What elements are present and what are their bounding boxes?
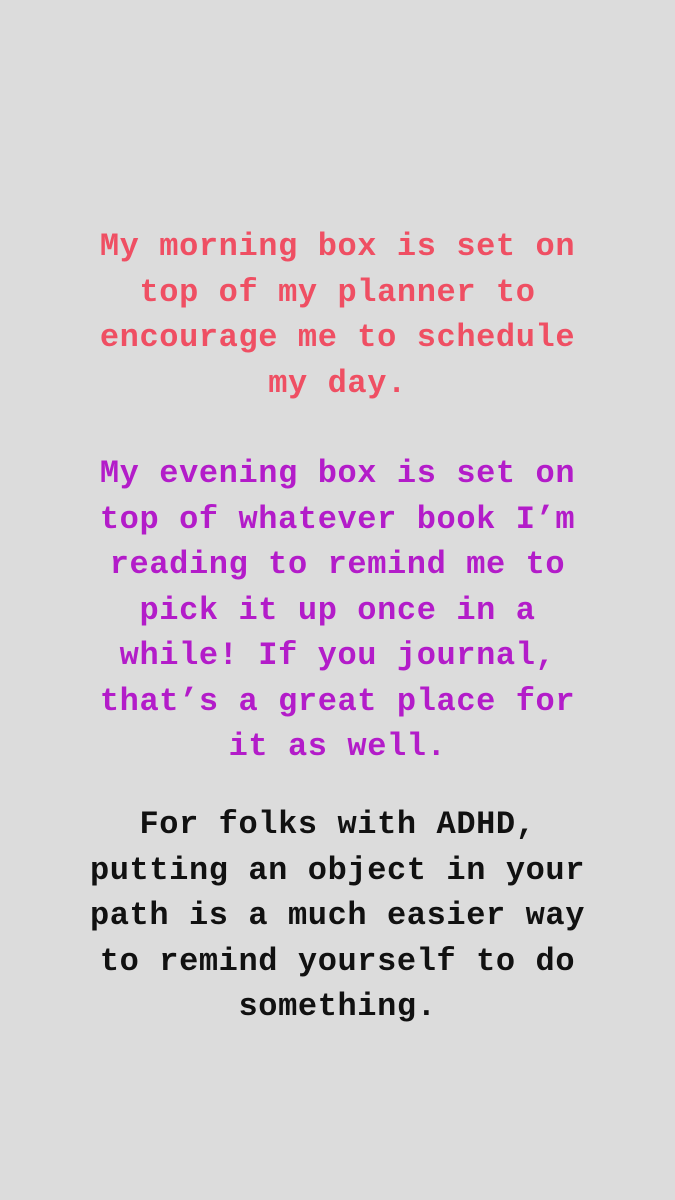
text-line: to remind yourself to do <box>99 942 576 980</box>
text-line: something. <box>238 988 437 1025</box>
text-line: top of my planner to <box>139 273 536 311</box>
text-line: My evening box is set on <box>99 455 576 492</box>
text-line: top of whatever book I’m <box>99 500 576 538</box>
text-line: My morning box is set on <box>99 228 576 265</box>
text-line: putting an object in your <box>89 851 586 889</box>
text-line: it as well. <box>228 728 447 765</box>
text-line: pick it up once in a <box>139 591 536 629</box>
text-line: For folks with ADHD, <box>139 806 536 843</box>
text-line: while! If you journal, <box>119 637 556 674</box>
evening-box-paragraph <box>20 451 655 770</box>
morning-box-paragraph <box>20 224 655 406</box>
text-line: that’s a great place for <box>99 682 576 720</box>
text-line: reading to remind me to <box>109 546 566 583</box>
adhd-tip-paragraph <box>20 802 655 1030</box>
text-line: encourage me to schedule <box>99 319 576 356</box>
text-line: path is a much easier way <box>89 897 586 934</box>
text-line: my day. <box>268 364 407 402</box>
